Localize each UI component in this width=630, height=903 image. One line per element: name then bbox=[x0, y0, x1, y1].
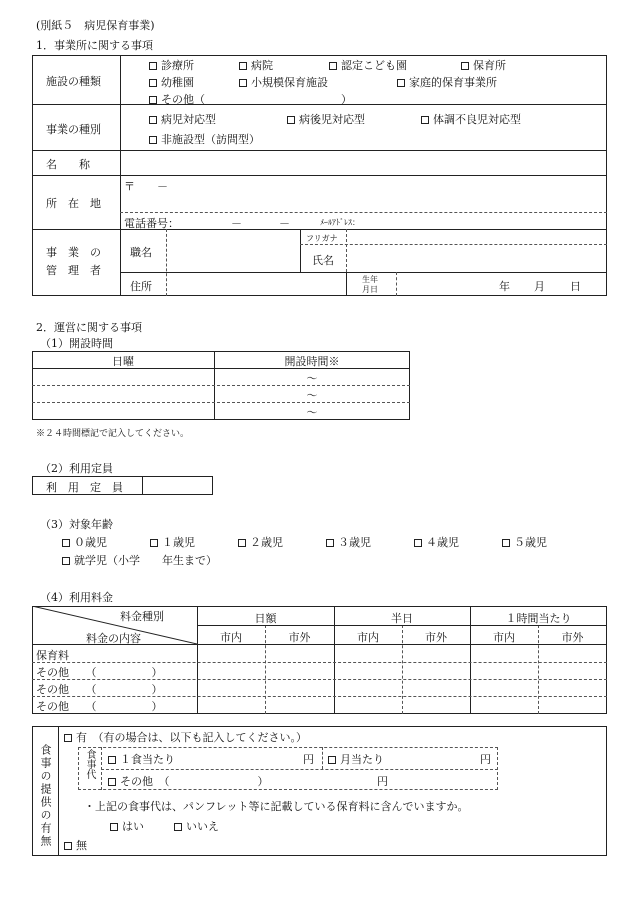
age-5[interactable]: ５歳児 bbox=[502, 534, 547, 550]
hours-header-day: 日曜 bbox=[112, 355, 134, 368]
hours-tilde-3: ～ bbox=[306, 406, 318, 419]
fee-sub-out-1: 市外 bbox=[288, 631, 311, 644]
facility-type-label: 施設の種類 bbox=[46, 75, 101, 88]
age-1[interactable]: １歳児 bbox=[150, 534, 195, 550]
phone-dash-2: － bbox=[279, 217, 290, 230]
age-4[interactable]: ４歳児 bbox=[414, 534, 459, 550]
fee-row-childcare: 保育料 bbox=[36, 649, 69, 662]
meal-per-month[interactable]: 月当たり bbox=[328, 751, 384, 767]
meal-answer-no[interactable]: いいえ bbox=[174, 818, 219, 834]
age-school[interactable]: 就学児（小学 年生まで） bbox=[62, 552, 217, 568]
fullname-label: 氏名 bbox=[312, 254, 334, 267]
day-label: 日 bbox=[570, 280, 581, 293]
opt-hospital[interactable]: 病院 bbox=[239, 57, 273, 73]
fee-group-daily: 日額 bbox=[254, 612, 277, 625]
manager-label-1: 事 業 の bbox=[46, 246, 101, 259]
fee-type-label: 料金種別 bbox=[120, 610, 164, 623]
hours-tilde-2: ～ bbox=[306, 389, 318, 402]
fee-row-other-2: その他 （ ） bbox=[36, 683, 163, 696]
meal-question: ・上記の食事代は、パンフレット等に記載している保育料に含んでいますか。 bbox=[84, 800, 469, 813]
meal-no[interactable]: 無 bbox=[64, 837, 87, 853]
opt-kindergarten[interactable]: 幼稚園 bbox=[149, 74, 194, 90]
age-3[interactable]: ３歳児 bbox=[326, 534, 371, 550]
fee-sub-in-1: 市内 bbox=[220, 631, 242, 644]
opt-other[interactable]: その他（ bbox=[149, 91, 205, 107]
fee-sub-in-2: 市内 bbox=[357, 631, 379, 644]
capacity-title: （2）利用定員 bbox=[40, 462, 113, 475]
opt-sick-child[interactable]: 病児対応型 bbox=[149, 111, 216, 127]
meal-per-unit[interactable]: １食当たり bbox=[108, 751, 175, 767]
year-label: 年 bbox=[499, 280, 510, 293]
other-close-paren: ） bbox=[341, 93, 352, 106]
meal-other[interactable]: その他 （ ） bbox=[108, 773, 269, 789]
opt-unwell[interactable]: 体調不良児対応型 bbox=[421, 111, 521, 127]
furigana-label: フリガナ bbox=[306, 234, 338, 243]
birth-label-1: 生年 bbox=[362, 275, 378, 284]
manager-label-2: 管 理 者 bbox=[46, 264, 101, 277]
fee-content-label: 料金の内容 bbox=[86, 632, 141, 645]
meal-cost-label: 食事代 bbox=[84, 749, 95, 779]
opt-home-nursery[interactable]: 家庭的保育事業所 bbox=[397, 74, 497, 90]
title-label: 職名 bbox=[130, 246, 152, 259]
yen-2: 円 bbox=[480, 753, 491, 766]
business-type-label: 事業の種別 bbox=[46, 123, 101, 136]
fee-row-other-3: その他 （ ） bbox=[36, 700, 163, 713]
phone-label: 電話番号： bbox=[124, 217, 179, 230]
section-1-title: 1．事業所に関する事項 bbox=[36, 39, 153, 52]
age-title: （3）対象年齢 bbox=[40, 518, 113, 531]
meal-label: 食事の提供の有無 bbox=[39, 744, 52, 848]
yen-3: 円 bbox=[377, 775, 388, 788]
postal-code: 〒 － bbox=[124, 180, 168, 193]
fee-sub-out-2: 市外 bbox=[425, 631, 447, 644]
residence-label: 住所 bbox=[130, 280, 152, 293]
opt-certified-center[interactable]: 認定こども園 bbox=[329, 57, 407, 73]
opt-small-nursery[interactable]: 小規模保育施設 bbox=[239, 74, 328, 90]
meal-answer-yes[interactable]: はい bbox=[110, 818, 144, 834]
phone-dash-1: － bbox=[231, 217, 242, 230]
opt-nursery[interactable]: 保育所 bbox=[461, 57, 506, 73]
fee-title: （4）利用料金 bbox=[40, 591, 113, 604]
capacity-label: 利 用 定 員 bbox=[46, 481, 123, 494]
email-label: ﾒｰﾙｱﾄﾞﾚｽ： bbox=[320, 218, 360, 227]
opt-visiting[interactable]: 非施設型（訪問型） bbox=[149, 131, 260, 147]
opt-post-sick[interactable]: 病後児対応型 bbox=[287, 111, 365, 127]
fee-row-other-1: その他 （ ） bbox=[36, 666, 163, 679]
fee-group-half: 半日 bbox=[391, 612, 413, 625]
hours-title: （1）開設時間 bbox=[40, 337, 113, 350]
hours-tilde-1: ～ bbox=[306, 372, 318, 385]
address-label: 所 在 地 bbox=[46, 197, 101, 210]
age-0[interactable]: ０歳児 bbox=[62, 534, 107, 550]
doc-header: (別紙５ 病児保育事業) bbox=[36, 19, 155, 32]
age-2[interactable]: ２歳児 bbox=[238, 534, 283, 550]
month-label: 月 bbox=[534, 280, 545, 293]
birth-label-2: 月日 bbox=[362, 285, 378, 294]
opt-clinic[interactable]: 診療所 bbox=[149, 57, 194, 73]
meal-yes[interactable]: 有 （有の場合は、以下も記入してください。） bbox=[64, 729, 307, 745]
hours-note: ※２４時間標記で記入してください。 bbox=[36, 429, 190, 439]
name-label: 名 称 bbox=[46, 158, 90, 171]
yen-1: 円 bbox=[303, 753, 314, 766]
fee-sub-in-3: 市内 bbox=[493, 631, 515, 644]
fee-sub-out-3: 市外 bbox=[561, 631, 584, 644]
fee-group-hourly: １時間当たり bbox=[505, 612, 572, 625]
hours-header-time: 開設時間※ bbox=[284, 355, 340, 368]
section-2-title: 2．運営に関する事項 bbox=[36, 321, 142, 334]
